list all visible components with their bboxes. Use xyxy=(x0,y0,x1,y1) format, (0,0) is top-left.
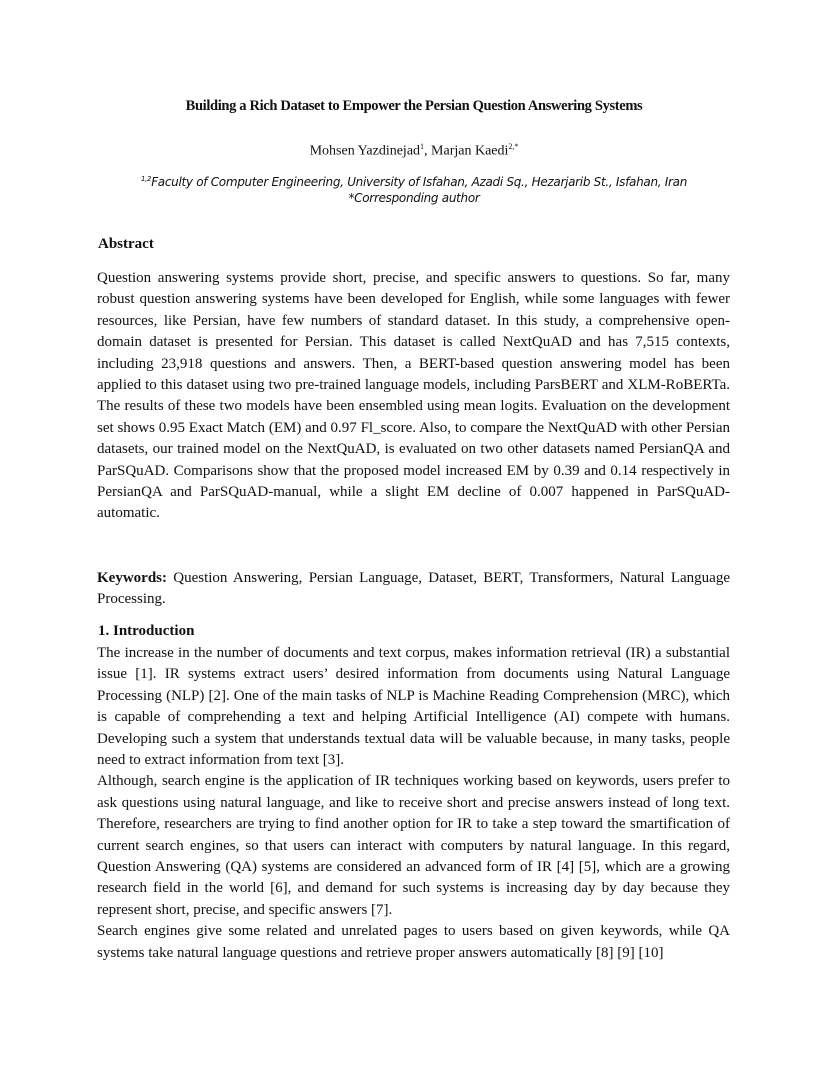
corresponding-author-note: *Corresponding author xyxy=(348,191,480,205)
affiliation-line xyxy=(0,171,828,190)
abstract-heading: Abstract xyxy=(98,236,154,252)
paper-title: Building a Rich Dataset to Empower the Persian Question Answering Systems xyxy=(185,98,643,114)
introduction-paragraph: Search engines give some related and unrelated pages to users based on given keywords, while QA systems take natural language questions and retrieve proper answers automatically [8] [9] [10] xyxy=(97,923,730,961)
affiliation-block xyxy=(0,171,828,206)
author-superscript: 2,* xyxy=(508,142,519,151)
introduction-paragraph: The increase in the number of documents and text corpus, makes information retrieval (IR) a substantial issue [1]. IR systems extract users’ desired information from documents using Natural Language Processing (NLP) [2]. One of the main tasks of NLP is Machine Reading Comprehension (MRC), which is capable of comprehending a text and helping Artificial Intelligence (AI) compete with humans. Developing such a system that understands textual data will be valuable because, in many tasks, people need to extract information from text [3]. xyxy=(97,645,730,769)
author-line xyxy=(0,142,828,160)
abstract-body xyxy=(97,268,730,525)
abstract-paragraph: Question answering systems provide short, precise, and specific answers to questions. So far, many robust question answering systems have been developed for English, while some languages with fewer resources, like Persian, have few numbers of standard dataset. In this study, a comprehensive open-domain dataset is presented for Persian. This dataset is called NextQuAD and has 7,515 contexts, including 23,918 questions and answers. Then, a BERT-based question answering model has been applied to this dataset using two pre-trained language models, including ParsBERT and XLM-RoBERTa. The results of these two models have been ensembled using mean logits. Evaluation on the development set shows 0.95 Exact Match (EM) and 0.97 Fl_score. Also, to compare the NextQuAD with other Persian datasets, our trained model on the NextQuAD, is evaluated on two other datasets named PersianQA and ParSQuAD. Comparisons show that the proposed model increased EM by 0.39 and 0.14 respectively in PersianQA and ParSQuAD-manual, while a slight EM decline of 0.007 happened in ParSQuAD-automatic. xyxy=(97,270,730,522)
author-name: Marjan Kaedi xyxy=(431,143,509,159)
keywords-block xyxy=(97,568,730,611)
author-superscript: 1 xyxy=(420,142,425,151)
introduction-heading: 1. Introduction xyxy=(98,623,195,639)
author-separator: , xyxy=(424,143,432,159)
introduction-paragraph: Although, search engine is the application of IR techniques working based on keywords, users prefer to ask questions using natural language, and like to receive short and precise answers instead of long text. Therefore, researchers are trying to find another option for IR to take a step toward the smartification of current search engines, so that users can interact with computers by natural language. In this regard, Question Answering (QA) systems are considered an advanced form of IR [4] [5], which are a growing research field in the world [6], and demand for such systems is increasing day by day because they represent short, precise, and specific answers [7]. xyxy=(97,773,730,918)
keywords-label: Keywords: xyxy=(97,570,167,586)
introduction-body xyxy=(97,643,730,964)
author-name: Mohsen Yazdinejad xyxy=(309,143,421,159)
affiliation-text: Faculty of Computer Engineering, University of Isfahan, Azadi Sq., Hezarjarib St., Isfahan, Iran xyxy=(151,175,688,189)
affiliation-superscript: 1,2 xyxy=(140,175,152,183)
keywords-text: Question Answering, Persian Language, Dataset, BERT, Transformers, Natural Language Processing. xyxy=(97,570,730,608)
